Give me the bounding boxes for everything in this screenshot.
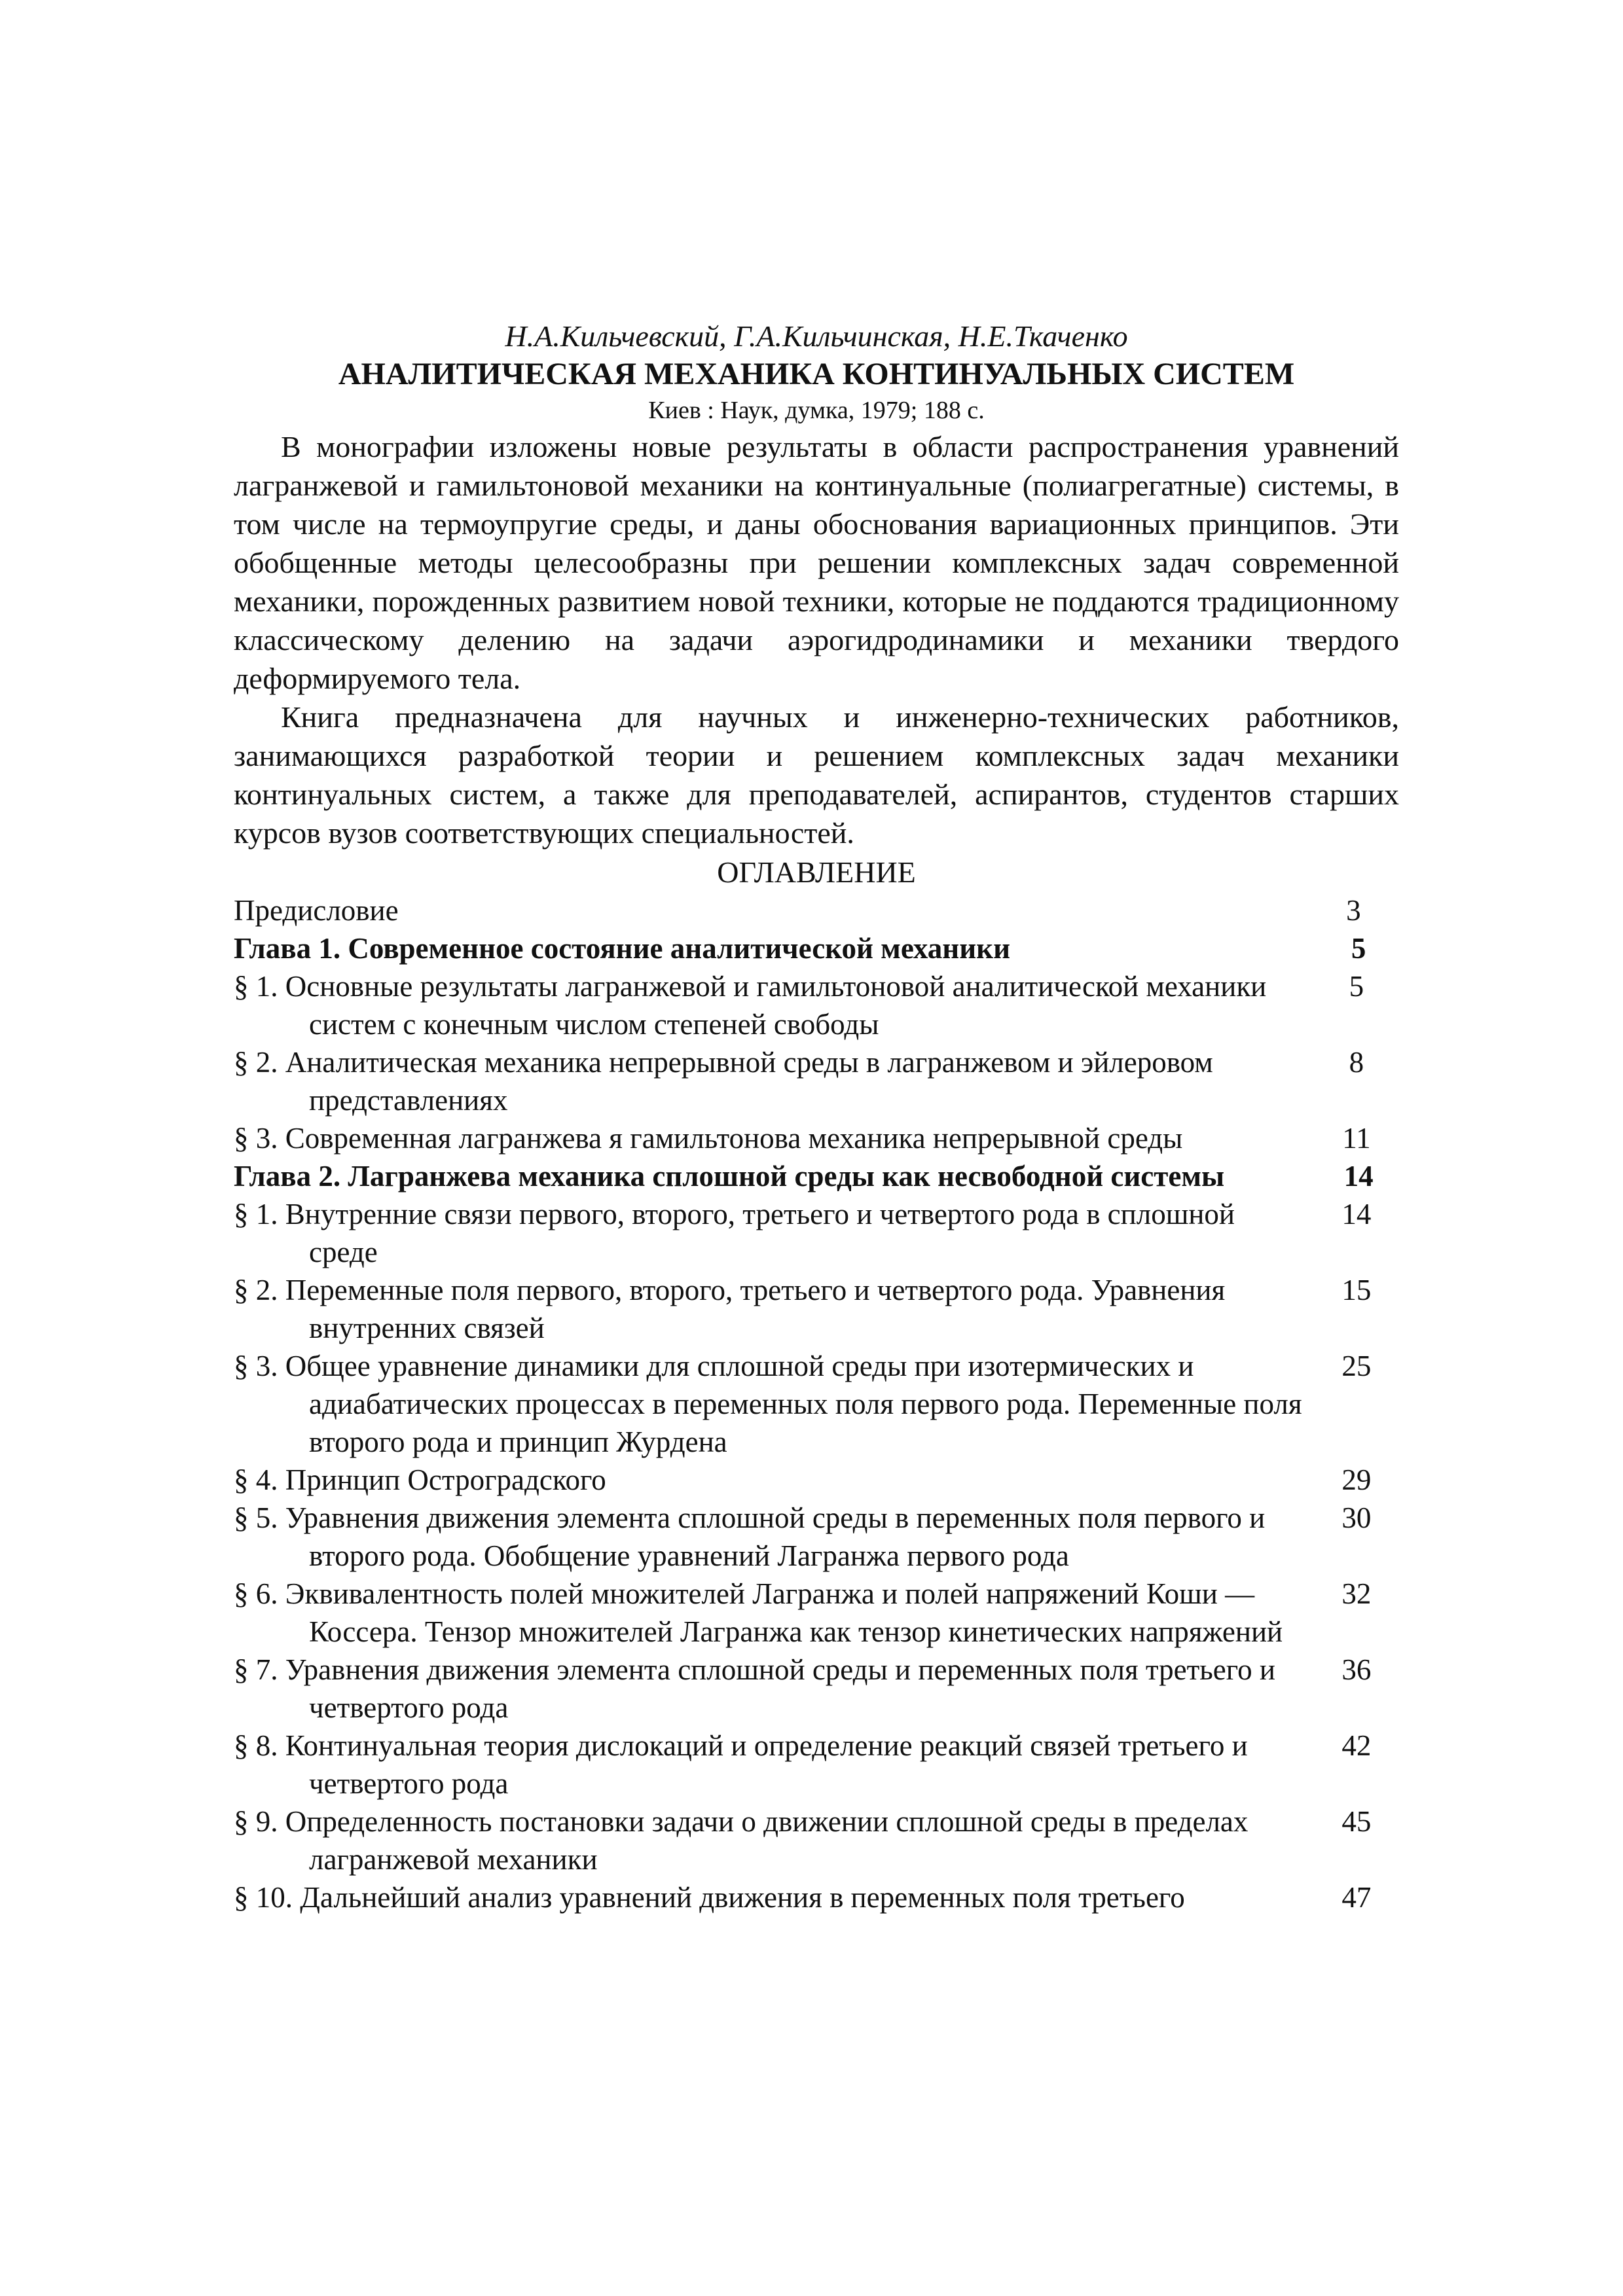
toc-entry-text: § 1. Основные результаты лагранжевой и гамильтоновой аналитической механики систем с конечным числом степеней свободы [234, 970, 1267, 1041]
toc-entry-section [234, 1461, 1399, 1499]
toc-page-number: 5 [1351, 932, 1366, 965]
toc-page-number: 3 [1346, 894, 1361, 927]
toc-entry-text: Предисловие [234, 894, 399, 927]
toc-page-number: 47 [1341, 1881, 1372, 1914]
toc-entry-text: Глава 2. Лагранжева механика сплошной среды как несвободной системы [234, 1160, 1225, 1193]
toc-entry-section [234, 1727, 1399, 1803]
toc-entry-section [234, 1119, 1399, 1157]
abstract-paragraph: В монографии изложены новые результаты в области распространения уравнений лагранжевой и гамильтоновой механики на континуальные (полиагрегатные) системы, в том числе на термоупругие среды, и даны обоснования вариационных принципов. Эти обобщенные методы целесообразны при решении комплексных задач современной механики, порожденных развитием новой техники, которые не поддаются традиционному классическому делению на задачи аэрогидродинамики и механики твердого деформируемого тела. [234, 430, 1399, 695]
toc-entry-text: § 10. Дальнейший анализ уравнений движения в переменных поля третьего [234, 1881, 1185, 1914]
toc-entry-section [234, 1803, 1399, 1878]
toc-entry-text: § 4. Принцип Остроградского [234, 1463, 606, 1496]
toc-entry-section [234, 1043, 1399, 1119]
toc-entry-section [234, 1575, 1399, 1651]
toc-entry-chapter-1 [234, 929, 1399, 967]
toc-page-number: 5 [1349, 970, 1364, 1003]
toc-page-number: 36 [1341, 1653, 1372, 1686]
toc-entry-section [234, 1347, 1399, 1461]
toc-page-number: 15 [1341, 1274, 1372, 1306]
toc-entry-text: § 5. Уравнения движения элемента сплошной среды в переменных поля первого и второго рода. Обобщение уравнений Лагранжа первого рода [234, 1501, 1266, 1572]
toc-entry-section [234, 1499, 1399, 1575]
book-title: АНАЛИТИЧЕСКАЯ МЕХАНИКА КОНТИНУАЛЬНЫХ СИСТЕМ [338, 357, 1295, 391]
toc-entry-section [234, 1878, 1399, 1916]
toc-entry-section [234, 1195, 1399, 1271]
toc-entry-text: § 1. Внутренние связи первого, второго, третьего и четвертого рода в сплошной среде [234, 1198, 1235, 1268]
toc-page-number: 30 [1341, 1501, 1372, 1534]
toc-page-number: 25 [1341, 1350, 1372, 1382]
toc-entry-section [234, 1651, 1399, 1727]
toc-entry-chapter-2 [234, 1157, 1399, 1195]
toc-page-number: 32 [1341, 1577, 1372, 1610]
toc-heading: ОГЛАВЛЕНИЕ [717, 855, 916, 889]
toc-entry-text: § 8. Континуальная теория дислокаций и определение реакций связей третьего и четвертого рода [234, 1729, 1248, 1800]
toc-entry-text: § 6. Эквивалентность полей множителей Лагранжа и полей напряжений Коши — Коссера. Тензор множителей Лагранжа как тензор кинетических напряжений [234, 1577, 1283, 1648]
toc-page-number: 29 [1341, 1463, 1372, 1496]
abstract-paragraph: Книга предназначена для научных и инженерно-технических работников, занимающихся разработкой теории и решением комплексных задач механики континуальных систем, а также для преподавателей, аспирантов, студентов старших курсов вузов соответствующих специальностей. [234, 700, 1399, 850]
toc-entry-text: § 9. Определенность постановки задачи о движении сплошной среды в пределах лагранжевой механики [234, 1805, 1249, 1876]
toc-page-number: 11 [1342, 1122, 1371, 1155]
toc-entry-text: § 7. Уравнения движения элемента сплошной среды и переменных поля третьего и четвертого рода [234, 1653, 1275, 1724]
toc-entry-text: § 3. Современная лагранжева я гамильтонова механика непрерывной среды [234, 1122, 1183, 1155]
toc-entry-section [234, 1271, 1399, 1347]
book-imprint: Киев : Наук, думка, 1979; 188 с. [648, 397, 985, 424]
toc-page-number: 42 [1341, 1729, 1372, 1762]
toc-entry-section [234, 967, 1399, 1043]
toc-entry-text: Глава 1. Современное состояние аналитической механики [234, 932, 1011, 965]
toc-page-number: 14 [1343, 1160, 1374, 1193]
table-of-contents [234, 891, 1399, 1916]
toc-page-number: 14 [1341, 1198, 1372, 1230]
book-authors: Н.А.Кильчевский, Г.А.Кильчинская, Н.Е.Ткаченко [505, 319, 1128, 353]
toc-page-number: 45 [1341, 1805, 1372, 1838]
document-page [234, 317, 1399, 1916]
toc-page-number: 8 [1349, 1046, 1364, 1079]
toc-entry-preface [234, 891, 1399, 929]
toc-entry-text: § 3. Общее уравнение динамики для сплошной среды при изотермических и адиабатических процессах в переменных поля первого рода. Переменные поля второго рода и принцип Журдена [234, 1350, 1302, 1458]
toc-entry-text: § 2. Переменные поля первого, второго, третьего и четвертого рода. Уравнения внутренних связей [234, 1274, 1226, 1344]
toc-entry-text: § 2. Аналитическая механика непрерывной среды в лагранжевом и эйлеровом представлениях [234, 1046, 1213, 1117]
